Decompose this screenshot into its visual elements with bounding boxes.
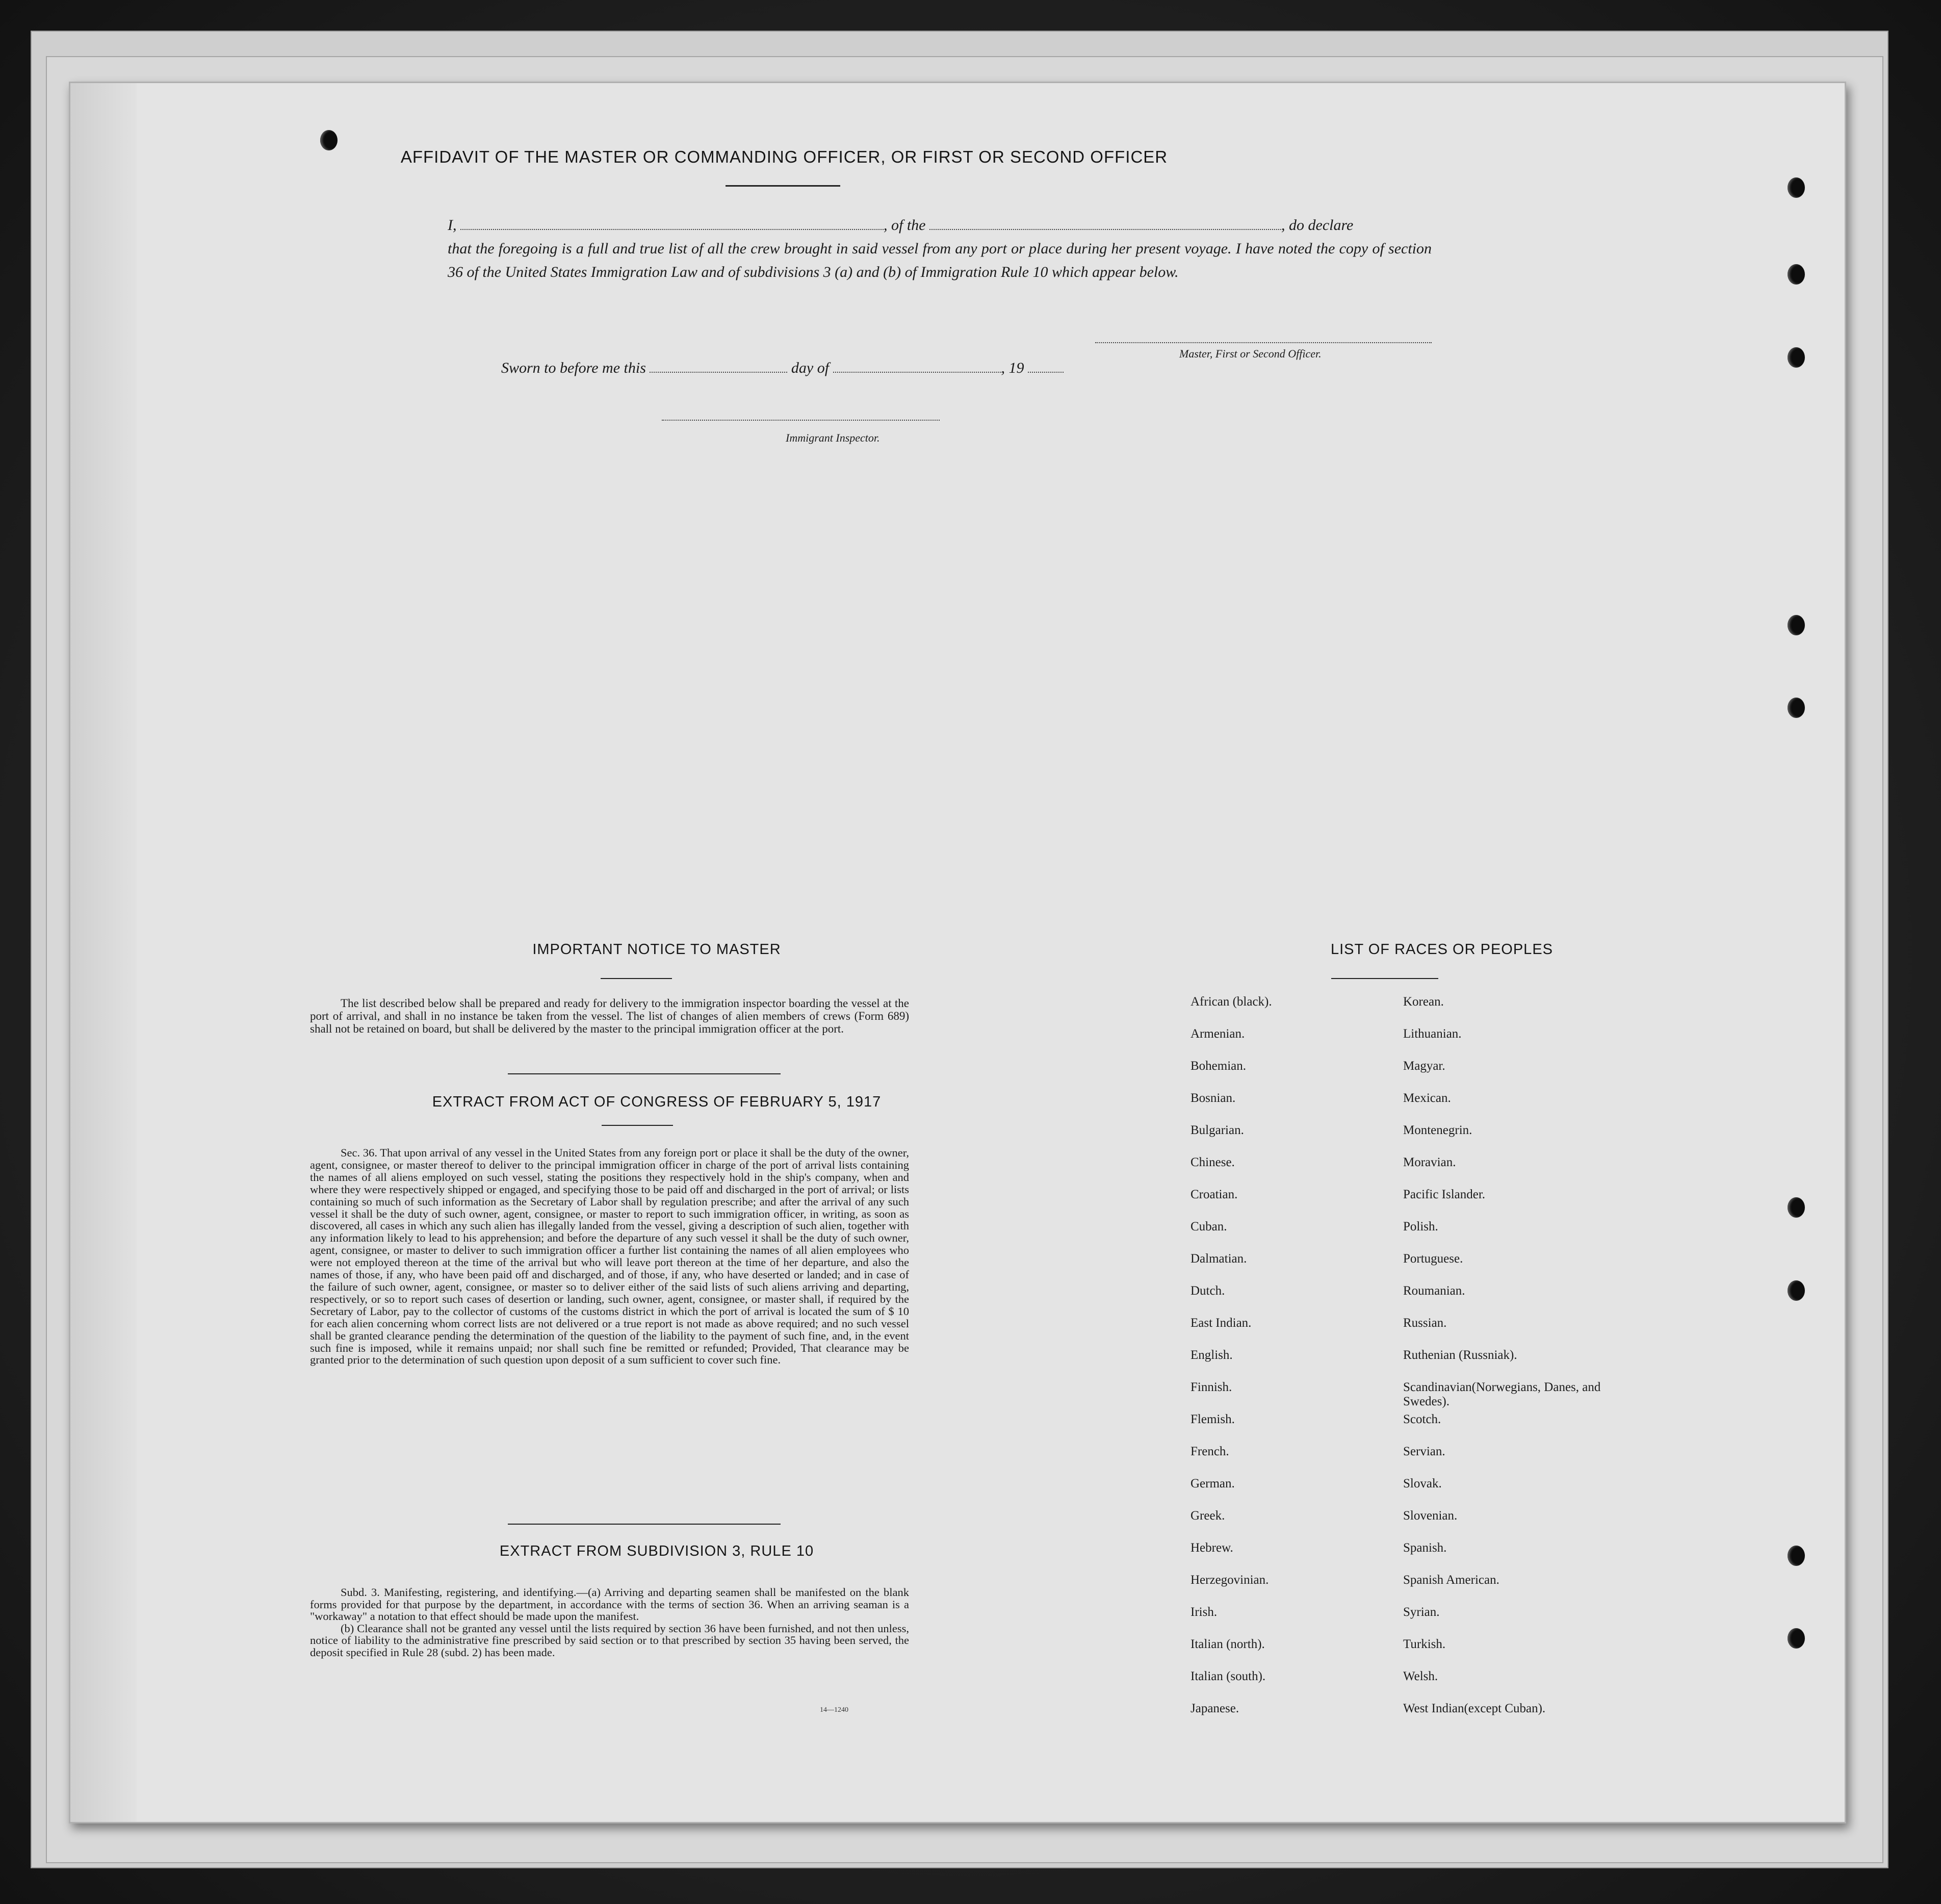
punch-hole-icon: [1788, 1546, 1805, 1566]
manifest-page: [69, 82, 1846, 1823]
notice-title: IMPORTANT NOTICE TO MASTER: [532, 941, 781, 958]
sworn-year-field[interactable]: [1028, 358, 1064, 373]
punch-hole-icon: [1788, 347, 1805, 368]
race-item: Italian (south).: [1191, 1669, 1266, 1683]
race-item: Turkish.: [1403, 1637, 1446, 1651]
races-left-column: [1191, 995, 1272, 1734]
act-separator: [508, 1524, 781, 1525]
race-item: English.: [1191, 1348, 1233, 1362]
race-item: Montenegrin.: [1403, 1123, 1472, 1137]
notice-text: [310, 997, 909, 1035]
race-item: Portuguese.: [1403, 1252, 1463, 1266]
race-item: Korean.: [1403, 995, 1444, 1009]
punch-hole-icon: [1788, 1197, 1805, 1218]
rule-extract-paragraph-a: Subd. 3. Manifesting, registering, and identifying.—(a) Arriving and departing seamen shall be manifested on the blank forms provided for that purpose by the department, in accordance with the terms of section 36. When an arriving seaman is a "workaway" a notation to that effect should be made upon the manifest.: [310, 1586, 909, 1623]
punch-hole-icon: [1788, 264, 1805, 285]
race-item: Hebrew.: [1191, 1541, 1233, 1555]
race-item: Finnish.: [1191, 1380, 1232, 1394]
race-item: Servian.: [1403, 1445, 1445, 1458]
race-item: Welsh.: [1403, 1669, 1438, 1683]
race-item: Lithuanian.: [1403, 1027, 1462, 1041]
affidavit-title: AFFIDAVIT OF THE MASTER OR COMMANDING OFFICER, OR FIRST OR SECOND OFFICER: [400, 147, 1168, 166]
race-item: Croatian.: [1191, 1188, 1238, 1201]
race-item: Roumanian.: [1403, 1284, 1465, 1298]
rule-extract-title: EXTRACT FROM SUBDIVISION 3, RULE 10: [499, 1543, 814, 1559]
act-extract-title: EXTRACT FROM ACT OF CONGRESS OF FEBRUARY 5, 1917: [432, 1094, 882, 1110]
race-item: Herzegovinian.: [1191, 1573, 1269, 1587]
race-item: Spanish American.: [1403, 1573, 1499, 1587]
punch-hole-icon: [1788, 1280, 1805, 1301]
race-item: Dutch.: [1191, 1284, 1225, 1298]
race-item: Bohemian.: [1191, 1059, 1247, 1073]
races-right-column: [1403, 995, 1627, 1734]
affidavit-do-declare: , do declare: [1281, 217, 1354, 234]
race-item: West Indian(except Cuban).: [1403, 1702, 1546, 1715]
race-item: Cuban.: [1191, 1220, 1227, 1233]
master-signature-line[interactable]: [1095, 342, 1432, 343]
race-item: Ruthenian (Russniak).: [1403, 1348, 1517, 1362]
race-item: Armenian.: [1191, 1027, 1245, 1041]
notice-separator: [508, 1073, 781, 1074]
bleedthrough-ghost: [223, 440, 1753, 899]
race-item: Flemish.: [1191, 1412, 1235, 1426]
race-item: Magyar.: [1403, 1059, 1445, 1073]
race-item: Dalmatian.: [1191, 1252, 1247, 1266]
sworn-day-label: day of: [791, 359, 830, 376]
affidavit-of-the: , of the: [884, 217, 926, 234]
sworn-day-field[interactable]: [650, 358, 787, 373]
race-item: Scandinavian(Norwegians, Danes, and Swedes).: [1403, 1380, 1601, 1408]
name-field[interactable]: [460, 216, 884, 230]
vessel-field[interactable]: [929, 216, 1281, 230]
race-item: Syrian.: [1403, 1605, 1440, 1619]
notice-title-rule: [601, 978, 672, 979]
affidavit-title-rule: [726, 185, 840, 187]
page-margin-edge: [70, 83, 137, 1822]
races-title-rule: [1331, 978, 1438, 979]
race-item: Mexican.: [1403, 1091, 1451, 1105]
race-item: Spanish.: [1403, 1541, 1447, 1555]
form-number: 14—1240: [820, 1706, 848, 1714]
inspector-caption: Immigrant Inspector.: [786, 431, 880, 444]
punch-hole-icon: [1788, 615, 1805, 635]
race-item: German.: [1191, 1477, 1235, 1490]
race-item: Scotch.: [1403, 1412, 1441, 1426]
race-item: Slovak.: [1403, 1477, 1442, 1490]
race-item: Italian (north).: [1191, 1637, 1265, 1651]
race-item: Polish.: [1403, 1220, 1438, 1233]
race-item: Greek.: [1191, 1509, 1225, 1523]
punch-hole-icon: [1788, 1628, 1805, 1649]
race-item: Bulgarian.: [1191, 1123, 1244, 1137]
race-item: Slovenian.: [1403, 1509, 1458, 1523]
affidavit-text: [448, 214, 1432, 284]
race-item: French.: [1191, 1445, 1229, 1458]
sworn-prefix: Sworn to before me this: [501, 359, 646, 376]
master-caption: Master, First or Second Officer.: [1179, 347, 1322, 360]
punch-hole-icon: [1788, 698, 1805, 718]
affidavit-i: I,: [448, 217, 457, 234]
sworn-month-field[interactable]: [833, 358, 1001, 373]
sworn-year-label: , 19: [1001, 359, 1024, 376]
rule-extract-paragraph-b: (b) Clearance shall not be granted any vessel until the lists required by section 36 have been furnished, and not then unless, notice of liability to the administrative fine prescribed by said section or to that prescribed by section 35 having been served, the deposit specified in Rule 28 (subd. 2) has been made.: [310, 1622, 909, 1659]
race-item: Moravian.: [1403, 1155, 1456, 1169]
inspector-signature-line[interactable]: [662, 420, 940, 421]
race-item: African (black).: [1191, 995, 1272, 1009]
race-item: East Indian.: [1191, 1316, 1252, 1330]
race-item: Pacific Islander.: [1403, 1188, 1486, 1201]
act-extract-paragraph: Sec. 36. That upon arrival of any vessel in the United States from any foreign port or place it shall be the duty of the owner, agent, consignee, or master thereof to deliver to the principal immigration officer in charge of the port of arrival lists containing the names of all aliens employed on such vessel, stating the positions they respectively hold in the ship's company, when and where they were respectively shipped or engaged, and specifying those to be paid off and discharged in the port of arrival; or lists containing so much of such information as the Secretary of Labor shall by regulation prescribe; and after the arrival of any such vessel it shall be the duty of such owner, agent, consignee, or master to report to such immigration officer, in writing, as soon as discovered, all cases in which any such alien has illegally landed from the vessel, giving a description of such alien, together with any information likely to lead to his apprehension; and before the departure of any such vessel it shall be the duty of such owner, agent, consignee, or master to deliver to such immigration officer a further list containing the names of all alien employees who were not employed thereon at the time of the arrival but who will leave port thereon at the time of her departure, and also the names of those, if any, who have been paid off and discharged, and of those, if any, who have deserted or landed; and in case of the failure of such owner, agent, consignee, or master so to deliver either of the said lists of such aliens arriving and departing, respectively, or so to report such cases of desertion or landing, such owner, agent, consignee, or master shall, if required by the Secretary of Labor, pay to the collector of customs of the customs district in which the port of arrival is located the sum of $ 10 for each alien concerning whom correct lists are not delivered or a true report is not made as above required; and no such vessel shall be granted clearance pending the determination of the question of the liability to the payment of such fine, and, in the event such fine is imposed, while it remains unpaid; nor shall such fine be remitted or refunded; Provided, That clearance may be granted prior to the determination of such question upon deposit of a sum sufficient to cover such fine.: [310, 1146, 909, 1367]
affidavit-body: that the foregoing is a full and true list of all the crew brought in said vessel from any port or place during her present voyage. I have noted the copy of section 36 of the United States Immigration Law and of subdivisions 3 (a) and (b) of Immigration Rule 10 which appear below.: [448, 240, 1432, 280]
race-item: Bosnian.: [1191, 1091, 1236, 1105]
act-extract-text: [310, 1147, 909, 1366]
race-item: Irish.: [1191, 1605, 1218, 1619]
notice-paragraph: The list described below shall be prepared and ready for delivery to the immigration inspector boarding the vessel at the port of arrival, and shall in no instance be taken from the vessel. The list of changes of alien members of crews (Form 689) shall not be retained on board, but shall be delivered by the master to the principal immigration officer at the port.: [310, 997, 909, 1035]
race-item: Japanese.: [1191, 1702, 1239, 1715]
sworn-line: [501, 358, 1064, 377]
rule-extract-text: [310, 1586, 909, 1658]
race-item: Russian.: [1403, 1316, 1447, 1330]
punch-hole-icon: [1788, 177, 1805, 198]
races-title: LIST OF RACES OR PEOPLES: [1330, 941, 1554, 958]
act-extract-title-rule: [602, 1125, 673, 1126]
race-item: Chinese.: [1191, 1155, 1235, 1169]
